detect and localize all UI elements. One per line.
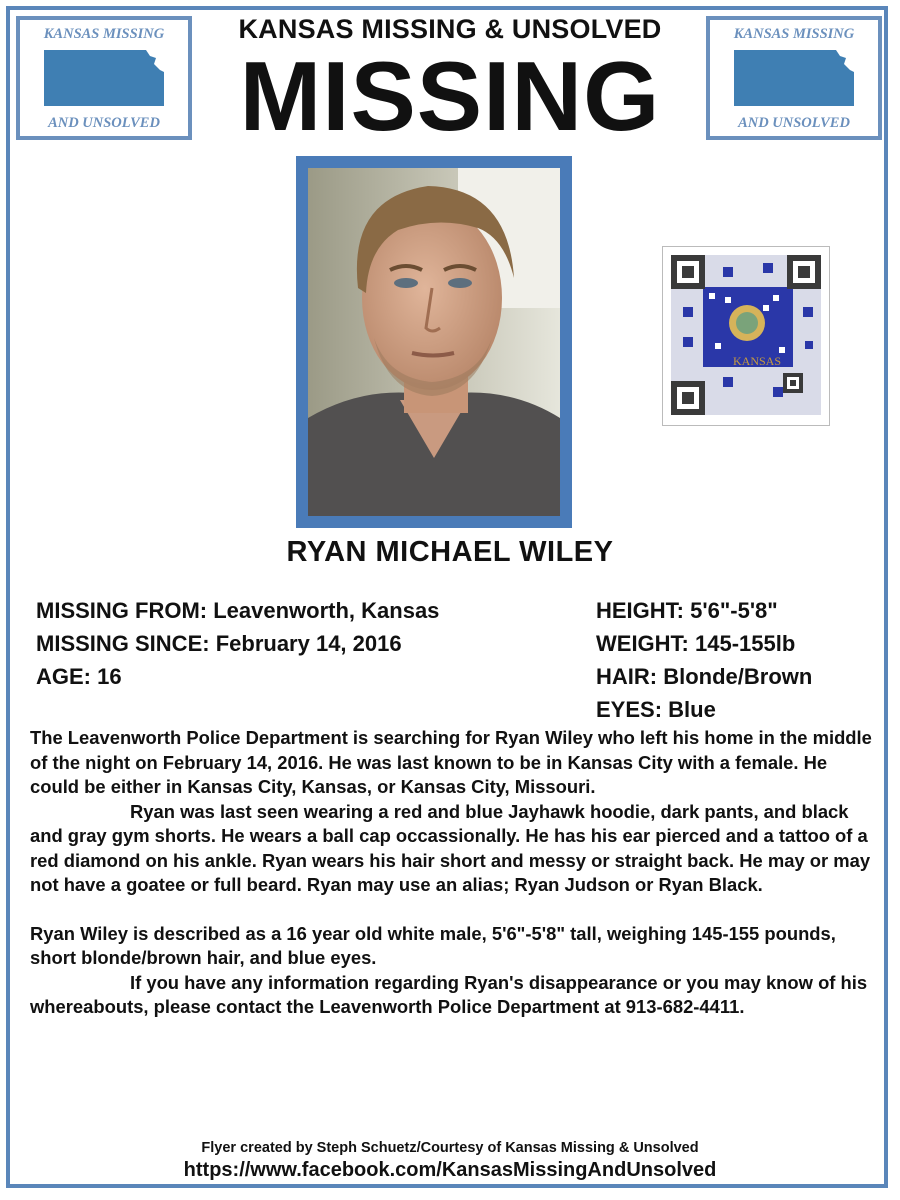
missing-person-photo xyxy=(296,156,572,528)
paragraph-last-seen: Ryan was last seen wearing a red and blue Jayhawk hoodie, dark pants, and black and gray gym shorts. He wears a ball cap occassionally. He has his ear pierced and a tattoo of a red diamond on his ankle. Ryan wears his hair short and messy or straight back. He may or may not have a goatee or full beard. Ryan may use an alias; Ryan Judson or Ryan Black. xyxy=(30,800,871,895)
kansas-state-map-icon xyxy=(732,48,856,108)
kansas-state-map-icon xyxy=(42,48,166,108)
paragraph-contact: If you have any information regarding Ryan's disappearance or you may know of his whereabouts, please contact the Leavenworth Police Department at 913-682-4411. xyxy=(30,971,868,1017)
flyer-credit: Flyer created by Steph Schuetz/Courtesy of Kansas Missing & Unsolved xyxy=(201,1140,699,1156)
logo-line2: AND UNSOLVED xyxy=(738,115,850,131)
qr-code-image xyxy=(663,247,829,425)
details-left xyxy=(36,594,576,693)
kansas-missing-logo-right xyxy=(706,16,882,140)
detail-missing-since: MISSING SINCE: February 14, 2016 xyxy=(36,631,402,656)
detail-height: HEIGHT: 5'6"-5'8" xyxy=(596,598,778,623)
org-title: KANSAS MISSING & UNSOLVED xyxy=(238,14,662,44)
qr-code[interactable] xyxy=(662,246,830,426)
kansas-missing-logo-left xyxy=(16,16,192,140)
detail-age: AGE: 16 xyxy=(36,664,122,689)
paragraph-search: The Leavenworth Police Department is searching for Ryan Wiley who left his home in the middle of the night on February 14, 2016. He was last known to be in Kansas City with a female. He could be either in Kansas City, Kansas, or Kansas City, Missouri. xyxy=(30,727,872,797)
detail-weight: WEIGHT: 145-155lb xyxy=(596,631,796,656)
detail-hair: HAIR: Blonde/Brown xyxy=(596,664,813,689)
detail-eyes: EYES: Blue xyxy=(596,697,716,722)
description-body xyxy=(30,726,880,1020)
facebook-link[interactable]: https://www.facebook.com/KansasMissingAndUnsolved xyxy=(183,1159,717,1181)
portrait-image xyxy=(308,168,560,516)
qr-overlay-text: KANSAS xyxy=(733,354,782,368)
logo-line1: KANSAS MISSING xyxy=(43,26,165,42)
details-right xyxy=(596,594,886,726)
person-name: RYAN MICHAEL WILEY xyxy=(286,536,614,568)
logo-line1: KANSAS MISSING xyxy=(733,26,855,42)
paragraph-description: Ryan Wiley is described as a 16 year old white male, 5'6"-5'8" tall, weighing 145-155 pounds, short blonde/brown hair, and blue eyes. xyxy=(30,922,836,968)
logo-line2: AND UNSOLVED xyxy=(48,115,160,131)
missing-headline: MISSING xyxy=(239,41,661,151)
detail-missing-from: MISSING FROM: Leavenworth, Kansas xyxy=(36,598,440,623)
